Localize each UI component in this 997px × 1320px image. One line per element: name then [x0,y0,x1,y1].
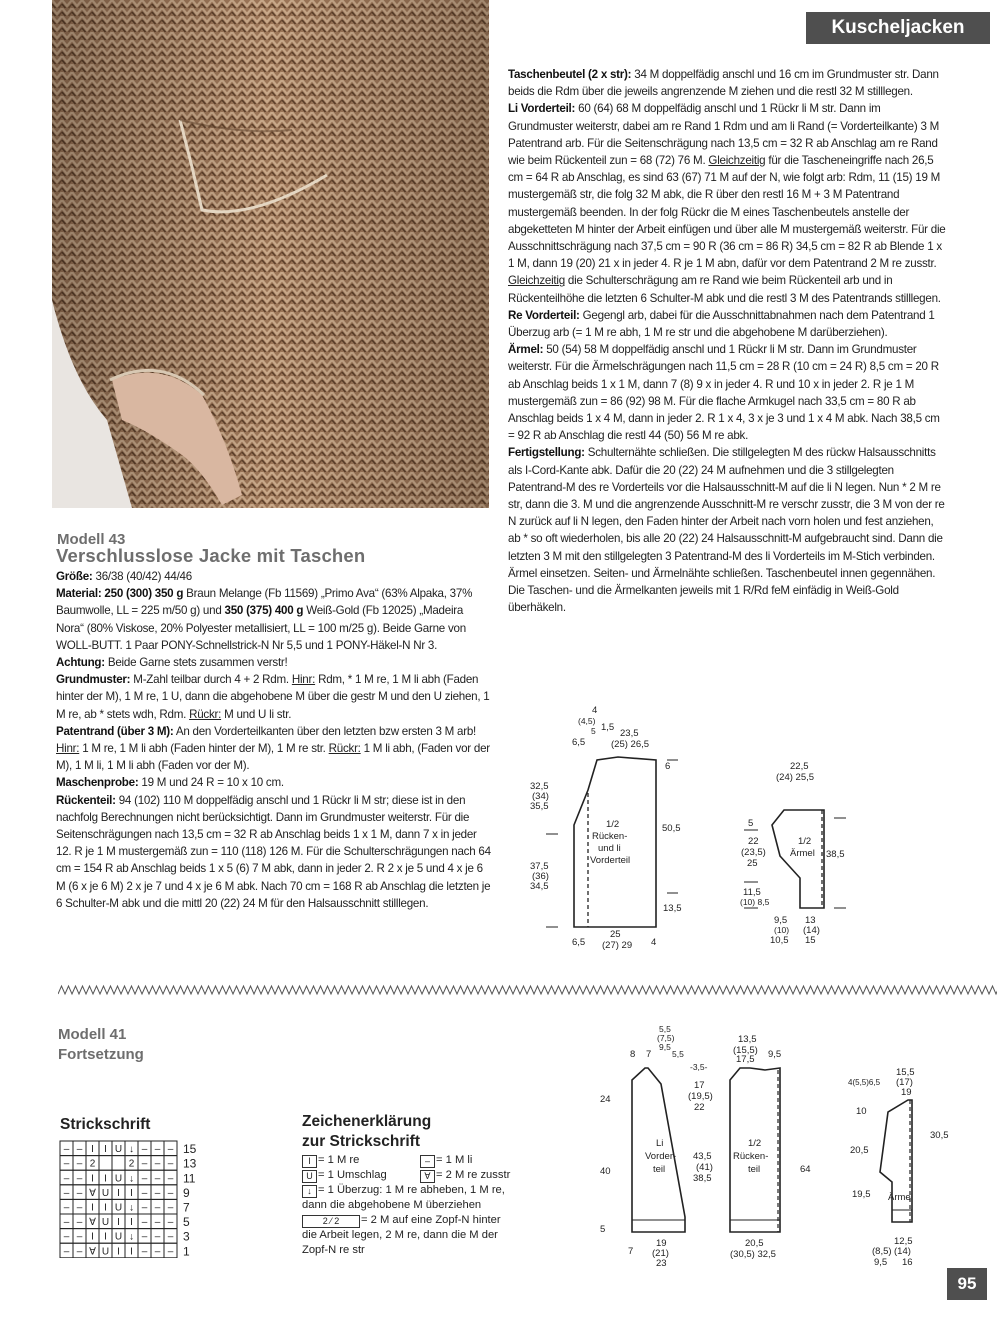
model41-number: Modell 41 [58,1026,127,1043]
symbol-k2tog: ∀ [420,1170,435,1183]
chart-symbol: ∀ [89,1217,96,1229]
dim-label: 4 [592,705,598,716]
symbol-cable: 2 ⁄ 2 [302,1215,360,1228]
chart-symbol: I [104,1231,107,1243]
grundmuster-label: Grundmuster: [56,673,131,687]
chart-row-number: 5 [183,1215,190,1230]
model41-subtitle: Fortsetzung [58,1046,144,1063]
chart-symbol: U [114,1144,123,1156]
dim-label: 15,5 [896,1067,915,1078]
dim-label: 5 [748,818,754,829]
chart-row-number: 11 [183,1171,196,1186]
dim-label: (30,5) 32,5 [730,1249,776,1260]
dim-label: (10) [774,925,790,935]
chart-symbol: ↓ [129,1173,134,1185]
chart-symbol: – [141,1217,148,1229]
patentrand-text-c: 1 M li abh, (Faden vor der M), 1 M li, 1 M li abh (Faden vor der M). [56,742,490,773]
legend-umschlag: = 1 Umschlag [318,1169,387,1181]
dim-label: 20,5 [745,1238,764,1249]
chart-symbol: – [141,1231,148,1243]
chart-symbol: – [154,1158,161,1170]
dim-label: (14) [803,925,820,936]
chart-symbol: – [154,1187,161,1199]
chart-symbol: U [114,1173,123,1185]
li-vorderteil-text-a: 60 (64) 68 M doppelfädig anschl und 1 Rückr li M str. Dann im Grundmuster weiterstr, dabei am re Rand 1 Rdm und am li Rand (= Vorderteilkante) 3 M Patentrand arb. Für die Seitenschrägung nach 13,5 cm = 32 R ab Anschlag am re Rand wie beim Rückenteil zun = 68 (72) 76 M. [508,102,940,168]
chart-symbol: 2 [89,1158,96,1170]
dim-label: 13,5 [663,903,682,914]
grundmuster-text-c: M und U li str. [224,707,292,721]
maschenprobe-text: 19 M und 24 R = 10 x 10 cm. [141,776,284,790]
dim-label: 50,5 [662,823,681,834]
patentrand-label: Patentrand (über 3 M): [56,724,174,738]
dim-label: (25) 26,5 [611,739,650,750]
dim-label: (34) [532,791,549,802]
chart-symbol: – [154,1173,161,1185]
knitting-chart [58,1138,208,1258]
dim-label: 22 [748,836,759,847]
chart-symbol: – [76,1173,83,1185]
dim-label: 15 [805,935,816,946]
piece-label: teil [748,1164,761,1175]
chart-row-number: 13 [183,1156,197,1171]
symbol-knit: I [302,1155,317,1168]
dim-label: 10 [856,1106,867,1117]
chart-symbol: I [130,1246,133,1258]
dim-label: 9,5 [659,1042,671,1052]
dim-label: 17,5 [736,1054,755,1065]
chart-symbol: – [63,1217,70,1229]
chart-symbol: U [101,1217,110,1229]
dim-label: 5,5 [659,1024,671,1034]
dim-label: (15,5) [733,1045,758,1056]
dim-label: 9,5 [874,1257,888,1268]
chart-symbol: – [76,1231,83,1243]
chart-symbol: I [104,1202,107,1214]
dim-label: 17 [694,1080,705,1091]
hinr-label: Hinr: [56,742,80,756]
li-vorderteil-text-b: für die Tascheneingriffe nach 26,5 cm = 64 R ab Anschlag, es sind 63 (67) 71 M auf der N, wie folgt arb: Rdm, 11 (15) 19 M mustergemäß str, die folg 32 M abk, die R über den restl 16 M + 3 M Patentrand mustergemäß beenden. In der folg Rückr die M eines Taschenbeutels anstelle der abgeketteten M hinter der Arbeit einfügen und über alle M mustergemäß weiterstr. Für die Ausschnittschrägung nach 37,5 cm = 90 R (36 cm = 86 R) 34,5 cm = 82 R ab Blende 1 x 1 M, dann 19 (20) 21 x in jeder 4. R je 1 M abn, dafür vor dem Patentrand 2 M re zusstr. [508,154,946,271]
chart-symbol: – [167,1173,174,1185]
chart-symbol: – [154,1231,161,1243]
chart-cell [112,1156,125,1171]
chart-symbol: – [141,1173,148,1185]
dim-label: 13,5 [738,1034,757,1045]
chart-row-number: 3 [183,1229,190,1244]
material-text-1: Braun Melange (Fb 11569) „Primo Ava“ (63% Alpaka, 37% Baumwolle, LL = 225 m/50 g) und [56,587,473,618]
dim-label: 35,5 [530,801,549,812]
fertigstellung-text: Schulternähte schließen. Die stillgelegten M des rückw Halsausschnitts als I-Cord-Kante abk. Dafür die 20 (22) 24 M aufnehmen und die 3 stillgelegten Patentrand-M des re Vorderteils vor die Halsausschnitt-M auf die li N legen. Nun * 2 M re str, dann die 3. M und die angrenzende Ausschnitt-M re verschr zusstr, die 3 M von der re N zurück auf li N legen, den Faden hinter der Arbeit nach vorn holen und fest anziehen, ab * so oft wiederholen, bis alle 20 (22) 24 Halsausschnitt-M aufgebraucht sind. Dann die letzten 3 M mit den stillgelegten 3 Patentrand-M des li Vorderteils im M-Stich verbinden. Ärmel einsetzen. Seiten- und Ärmelnähte schließen. Taschenbeutel innen gegennähen. Die Taschen- und die Ärmelkanten jeweils mit 1 R/Rd feM einfädig in Weiß-Gold überhäkeln. [508,446,945,615]
chart-row-number: 7 [183,1200,190,1215]
dim-label: 7 [628,1246,634,1257]
chart-symbol: – [154,1144,161,1156]
dim-label: -3,5- [690,1062,708,1072]
dim-label: 5,5 [672,1049,684,1059]
piece-label: Li [656,1138,664,1149]
li-vorderteil-label: Li Vorderteil: [508,102,576,116]
dim-label: 25 [610,929,621,940]
dim-label: 1,5 [601,722,615,733]
instructions-left-column [56,568,492,912]
dim-label: 23 [656,1258,667,1269]
re-vorderteil-label: Re Vorderteil: [508,308,580,322]
dim-label: (8,5) [872,1246,892,1257]
chart-symbol: U [114,1231,123,1243]
achtung-text: Beide Garne stets zusammen verstr! [107,656,288,670]
maschenprobe-label: Maschenprobe: [56,776,139,790]
chart-symbol: – [167,1217,174,1229]
piece-label: 1/2 [798,836,812,847]
legend [302,1153,512,1257]
re-vorderteil-text: Gegengl arb, dabei für die Ausschnittabnahmen nach dem Patentrand 1 Überzug arb (= 1 M re abh, 1 M re str und die abgehobene M darüberziehen). [508,308,935,340]
chart-symbol: – [167,1158,174,1170]
dim-label: 9,5 [774,915,788,926]
chart-symbol: – [141,1187,148,1199]
instructions-right-column [508,66,946,617]
chart-row-number: 15 [183,1142,197,1157]
rueckr-label: Rückr: [189,707,222,721]
piece-label: Rücken- [592,831,628,842]
piece-label: Rücken- [733,1151,769,1162]
chart-symbol: – [141,1158,148,1170]
material-qty-1: 250 (300) 350 g [104,587,184,601]
size-label: Größe: [56,570,93,583]
page-number: 95 [947,1268,987,1300]
chart-symbol: – [154,1217,161,1229]
chart-symbol: – [63,1144,70,1156]
piece-label: Ärmel [790,848,815,859]
dim-label: 37,5 [530,861,549,872]
chart-symbol: 2 [128,1158,135,1170]
chart-symbol: – [154,1246,161,1258]
size-value: 36/38 (40/42) 44/46 [95,570,192,583]
dim-label: (10) 8,5 [740,897,770,907]
piece-label: Vorderteil [590,855,631,866]
chart-symbol: I [130,1217,133,1229]
dim-label: 4 [651,937,657,948]
chart-symbol: U [114,1202,123,1214]
dim-label: 8 [630,1049,636,1060]
dim-label: (41) [696,1162,713,1173]
dim-label: 13 [805,915,816,926]
chart-symbol: – [167,1144,174,1156]
chart-symbol: – [167,1187,174,1199]
aermel-label: Ärmel: [508,343,544,357]
dim-label: 30,5 [930,1130,949,1141]
taschenbeutel-text: 34 M doppelfädig anschl und 16 cm im Grundmuster str. Dann beids die Rdm über die jeweils angrenzende M ziehen und die restl 32 M stilllegen. [508,68,939,99]
dim-label: 16 [902,1257,913,1268]
dim-label: 6 [665,761,671,772]
piece-label: und li [598,843,621,854]
piece-label: 1/2 [748,1138,762,1149]
taschenbeutel-label: Taschenbeutel (2 x str): [508,68,632,81]
dim-label: (21) [652,1248,669,1259]
chart-title: Strickschrift [60,1116,151,1133]
dim-label: 12,5 [894,1236,913,1247]
chart-symbol: – [76,1158,83,1170]
material-qty-2: 350 (375) 400 g [224,604,304,618]
dim-label: 5 [591,726,596,736]
dim-label: (23,5) [741,847,766,858]
zigzag-divider [58,984,997,998]
patentrand-text-b: 1 M re, 1 M li abh (Faden hinter der M), 1 M re str. [82,742,326,756]
chart-symbol: – [141,1246,148,1258]
dim-label: 9,5 [768,1049,782,1060]
rueckenteil-label: Rückenteil: [56,793,116,807]
dim-label: 34,5 [530,881,549,892]
dim-label: 38,5 [826,849,845,860]
chart-symbol: – [76,1246,83,1258]
piece-label: Vorder- [645,1151,677,1162]
symbol-ssk: ↓ [302,1185,317,1198]
dim-label: 32,5 [530,781,549,792]
chart-symbol: – [141,1202,148,1214]
dim-label: (14) [894,1246,911,1257]
chart-row-number: 1 [183,1244,190,1258]
chart-symbol: – [63,1173,70,1185]
dim-label: 11,5 [743,887,761,898]
chart-symbol: I [117,1217,120,1229]
section-tag: Kuscheljacken [806,12,990,44]
dim-label: 22 [694,1102,705,1113]
legend-title-2: zur Strickschrift [302,1133,421,1150]
dim-label: 7 [646,1049,652,1060]
legend-ueberzug: = 1 Überzug: 1 M re abheben, 1 M re, dann die abgehobene M überziehen [302,1184,505,1211]
dim-label: (7,5) [657,1033,675,1043]
chart-symbol: – [167,1246,174,1258]
chart-symbol: U [101,1246,110,1258]
dim-label: (24) 25,5 [776,772,815,783]
dim-label: 10,5 [770,935,789,946]
li-vorderteil-text-c: die Schulterschrägung am re Rand wie beim Rückenteil arb und in Rückenteilhöhe die letzten 6 Schulter-M abk und die restl 3 M des Patentrands stilllegen. [508,274,941,305]
dim-label: 19 [901,1087,912,1098]
dim-label: 64 [800,1164,811,1175]
dim-label: (36) [532,871,549,882]
model-title: Verschlusslose Jacke mit Taschen [56,545,366,566]
dim-label: (19,5) [688,1091,713,1102]
chart-symbol: I [91,1231,94,1243]
patentrand-text-a: An den Vorderteilkanten über den letzten bzw ersten 3 M arb! [175,724,477,738]
model-number: Modell 43 [57,531,126,548]
schematic-model41 [590,1022,970,1272]
chart-symbol: – [63,1158,70,1170]
chart-symbol: I [104,1144,107,1156]
chart-symbol: – [63,1231,70,1243]
chart-symbol: ↓ [129,1202,134,1214]
legend-zusstr: = 2 M re zusstr [436,1169,511,1181]
gleichzeitig-label: Gleichzeitig [708,154,766,168]
chart-symbol: I [104,1173,107,1185]
legend-li: = 1 M li [436,1154,473,1166]
fertigstellung-label: Fertigstellung: [508,446,585,460]
dim-label: 5 [600,1224,606,1235]
dim-label: (17) [896,1077,913,1088]
chart-symbol: – [141,1144,148,1156]
hinr-label: Hinr: [291,673,316,687]
material-text-2: Weiß-Gold (Fb 12025) „Madeira Nora“ (80% Viskose, 20% Polyester metallisiert, LL = 100 m/25 g). Beide Garne von WOLL-BUTT. 1 Paar PONY-Schnellstrick-N Nr 5,5 und 1 PONY-Häkel-N Nr 3. [56,604,466,652]
dim-label: 19 [656,1238,667,1249]
dim-label: 6,5 [572,937,586,948]
chart-symbol: I [117,1187,120,1199]
chart-symbol: I [117,1246,120,1258]
chart-row-number: 9 [183,1185,190,1200]
dim-label: (4,5) [578,716,596,726]
chart-symbol: – [63,1187,70,1199]
material-label: Material: [56,587,102,601]
chart-symbol: – [167,1202,174,1214]
chart-symbol: U [101,1187,110,1199]
dim-label: 38,5 [693,1173,712,1184]
piece-label: Ärmel [888,1192,913,1203]
dim-label: 22,5 [790,761,809,772]
legend-re: = 1 M re [318,1154,360,1166]
chart-symbol: I [91,1173,94,1185]
dim-label: (27) 29 [602,940,633,951]
piece-label: teil [653,1164,666,1175]
chart-symbol: – [154,1202,161,1214]
jacket-photo [52,0,489,508]
chart-symbol: – [63,1202,70,1214]
chart-cell [99,1156,112,1171]
dim-label: 20,5 [850,1145,869,1156]
dim-label: 25 [747,858,758,869]
legend-zopf: = 2 M auf eine Zopf-N hinter die Arbeit legen, 2 M re, dann die M der Zopf-N re str [302,1213,501,1256]
rueckr-label: Rückr: [328,742,361,756]
dim-label: 6,5 [572,737,586,748]
chart-symbol: ∀ [89,1246,96,1258]
dim-label: 4(5,5)6,5 [848,1078,881,1087]
chart-symbol: I [91,1144,94,1156]
dim-label: 40 [600,1166,611,1177]
chart-symbol: – [76,1202,83,1214]
chart-symbol: – [63,1246,70,1258]
symbol-yarnover: U [302,1170,317,1183]
chart-symbol: – [76,1187,83,1199]
grundmuster-text-b: Rdm, * 1 M re, 1 M li abh (Faden hinter der M), 1 M re, 1 U, dann die abgehobene M über die gestr M und den U ziehen, 1 M re, ab * stets wdh, Rdm. [56,673,490,721]
gleichzeitig-label: Gleichzeitig [508,274,565,288]
chart-symbol: ∀ [89,1187,96,1199]
chart-symbol: ↓ [129,1231,134,1243]
dim-label: 43,5 [693,1151,712,1162]
aermel-text: 50 (54) 58 M doppelfädig anschl und 1 Rückr li M str. Dann im Grundmuster weiterstr. Für die Ärmelschrägungen nach 11,5 cm = 28 R (10 cm = 24 R) 8,5 cm = 20 R ab Anschlag beids 1 x 1 M, dann 7 (8) 9 x in jeder 4. R und 10 x in jeder 2. R je 1 M mustergemäß zun = 86 (92) 98 M. Für die flache Armkugel nach 33,5 cm = 80 R ab Anschlag beids 1 x 4 M, dann in jeder 2. R 1 x 4, 3 x je 3 und 1 x 4 M abk. Nach 38,5 cm = 92 R ab Anschlag die restl 44 (50) 56 M re abk. [508,343,940,443]
symbol-purl: – [420,1155,435,1168]
schematic-back-front [530,705,700,955]
chart-symbol: – [76,1144,83,1156]
schematic-sleeve [730,760,855,950]
chart-symbol: I [130,1187,133,1199]
piece-label: 1/2 [606,819,620,830]
legend-title-1: Zeichenerklärung [302,1113,432,1130]
dim-label: 23,5 [620,728,639,739]
dim-label: 19,5 [852,1189,871,1200]
achtung-label: Achtung: [56,656,105,670]
chart-symbol: ↓ [129,1144,134,1156]
dim-label: 24 [600,1094,611,1105]
chart-symbol: – [167,1231,174,1243]
chart-symbol: I [91,1202,94,1214]
rueckenteil-text: 94 (102) 110 M doppelfädig anschl und 1 Rückr li M str; diese ist in den nachfolg Berechnungen nicht berücksichtigt. Dann im Grundmuster weiterstr. Für die Seitenschrägungen nach 13,5 cm = 32 R ab Anschlag beids 1 x 1 M, dann 7 x in jeder 12. R je 1 M mustergemäß zun = 110 (118) 126 M. Für die Schulterschrägungen nach 64 cm = 154 R ab Anschlag beids 1 x 5 (6) 7 M abk, dann in jeder 2. R 2 x je 5 und 4 x je 6 M (6 x je 6 M) 2 x je 7 und 4 x je 6 M abk. Nach 70 cm = 168 R ab Anschlag die letzten je 6 Schulter-M abk und die mittl 20 (22) 24 M für den Halsausschnitt stilllegen. [56,793,491,910]
grundmuster-text-a: M-Zahl teilbar durch 4 + 2 Rdm. [133,673,289,687]
chart-symbol: – [76,1217,83,1229]
